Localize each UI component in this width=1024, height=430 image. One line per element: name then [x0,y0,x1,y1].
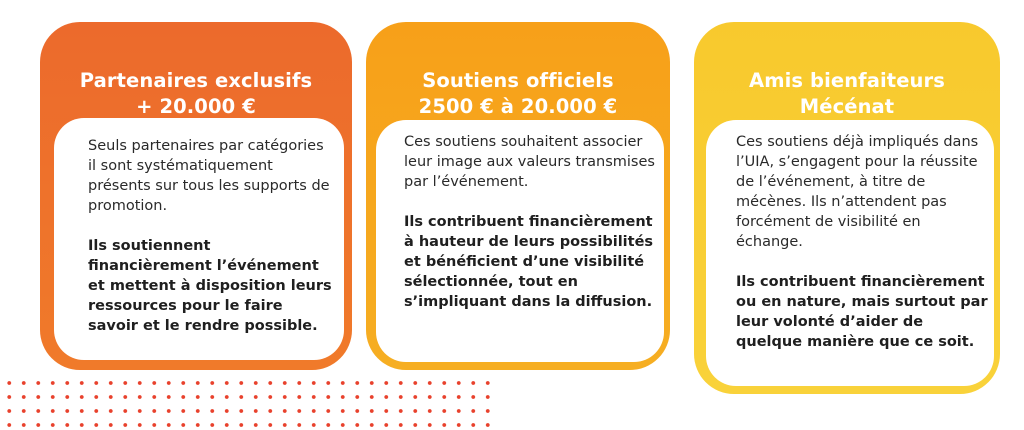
card-exclusive-partners [40,22,352,370]
card-body [706,120,994,386]
card-title-line2: Mécénat [799,95,895,118]
card-description: Ces soutiens déjà impliqués dans l’UIA, s’engagent pour la réussite de l’événement, à titre de mécènes. Ils n’attendent pas forcément de visibilité en échange. [736,134,979,250]
card-highlight: Ils soutiennent financièrement l’événement et mettent à disposition leurs ressources pour le faire savoir et le rendre possible. [88,238,332,334]
card-title [40,68,352,120]
card-title [694,68,1000,120]
card-title-line2: + 20.000 € [136,95,256,118]
card-title-line1: Soutiens officiels [422,69,614,92]
card-official-supporters [366,22,670,370]
decorative-dot-pattern [0,376,500,430]
card-title [366,68,670,120]
card-title-line2: 2500 € à 20.000 € [418,95,618,118]
card-description: Seuls partenaires par catégories il sont systématiquement présents sur tous les supports de promotion. [88,138,330,214]
card-body [54,118,344,360]
card-title-line1: Amis bienfaiteurs [749,69,945,92]
card-description: Ces soutiens souhaitent associer leur image aux valeurs transmises par l’événement. [404,134,655,190]
card-highlight: Ils contribuent financièrement à hauteur de leurs possibilités et bénéficient d’une visibilité sélectionnée, tout en s’impliquant dans la diffusion. [404,214,654,310]
card-body [376,120,664,362]
card-highlight: Ils contribuent financièrement ou en nature, mais surtout par leur volonté d’aider de quelque manière que ce soit. [736,274,988,350]
card-benefactors [694,22,1000,394]
card-title-line1: Partenaires exclusifs [79,69,313,92]
